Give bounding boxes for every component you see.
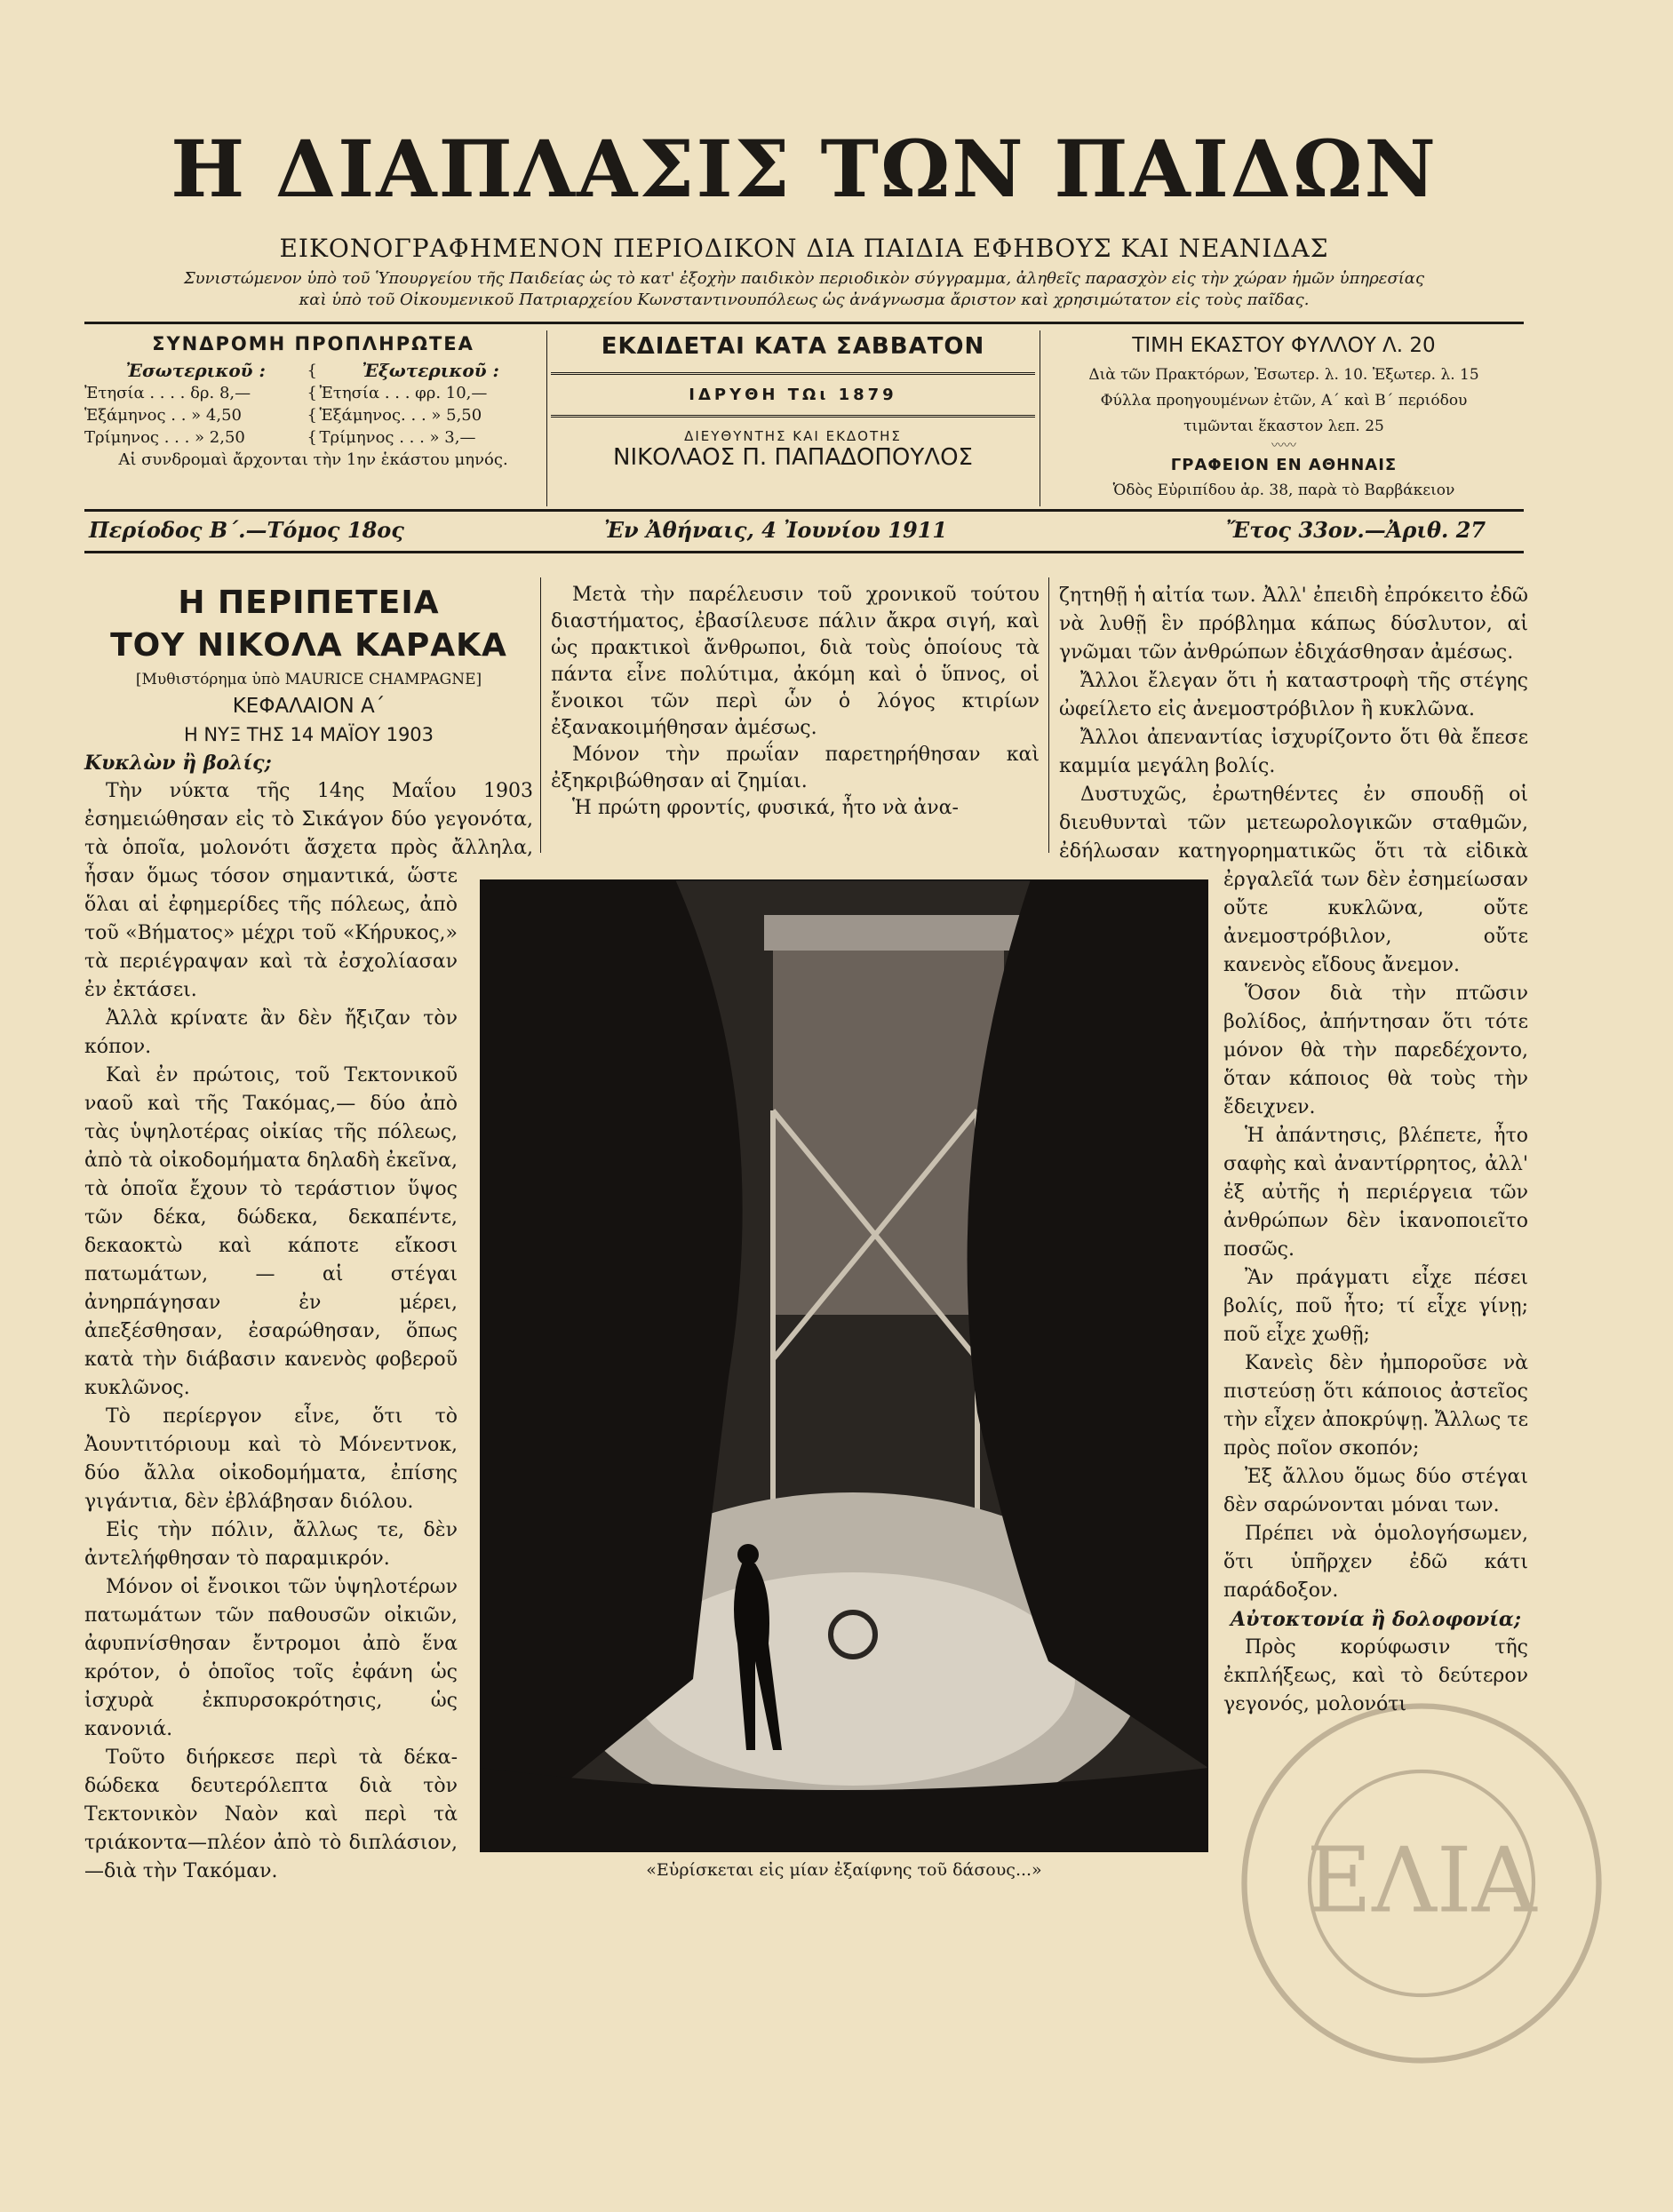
price-heading: ΤΙΜΗ ΕΚΑΣΤΟΥ ΦΥΛΛΟΥ Λ. 20 [1132,334,1436,357]
paragraph: ζητηθῇ ἡ αἰτία των. Ἀλλ' ἐπειδὴ ἐπρόκειτο ἐδῶ νὰ λυθῇ ἓν πρόβλημα κάπως δύσλυτον, αἱ γνῶμαι τῶν ἀνθρώπων ἐδιχάσθησαν ἀμέσως. [1059,585,1528,664]
paragraph: Εἰς τὴν πόλιν, ἄλλως τε, δὲν ἀντελήφθησαν τὸ παραμικρόν. [84,1519,458,1570]
paragraph: Ἄλλοι ἀπεναντίας ἰσχυρίζοντο ὅτι θὰ ἔπεσε καμμία μεγάλη βολίς. [1059,727,1528,777]
recommendation-line: καὶ ὑπὸ τοῦ Οἰκουμενικοῦ Πατριαρχείου Κωνσταντινουπόλεως ὡς ἀνάγνωσμα ἄριστον καὶ χρησιμώτατον εἰς τοὺς παῖδας. [299,290,1310,309]
director-label: ΔΙΕΥΘΥΝΤΗΣ ΚΑΙ ΕΚΔΟΤΗΣ [684,428,902,444]
subscription-note: Αἱ συνδρομαὶ ἄρχονται τὴν 1ην ἑκάστου μηνός. [118,450,508,469]
paragraph: Μόνον τὴν πρωΐαν παρετηρήθησαν καὶ ἐξηκριβώθησαν αἱ ζημίαι. [551,744,1040,792]
divider [84,322,1524,324]
office-address: Ὁδὸς Εὐριπίδου ἀρ. 38, παρὰ τὸ Βαρβάκειον [1112,481,1455,499]
issued-label: ΕΚΔΙΔΕΤΑΙ ΚΑΤΑ ΣΑΒΒΑΤΟΝ [551,333,1035,375]
section-heading: Κυκλὼν ἢ βολίς; [84,752,272,775]
paragraph: Ὅσον διὰ τὴν πτῶσιν βολίδος, ἀπήντησαν ὅτι τότε μόνον θὰ τὴν παρεδέχοντο, ὅταν κάποιος θὰ τοὺς τὴν ἔδειχνεν. [1223,983,1528,1118]
dateline-issue: Ἔτος 33ον.—Ἀριθ. 27 [1226,517,1486,543]
publisher-box [551,333,1035,506]
price-cell: Ἑξάμηνος. . . » 5,50 [319,406,482,425]
masthead-subtitle: ΕΙΚΟΝΟΓΡΑΦΗΜΕΝΟΝ ΠΕΡΙΟΔΙΚΟΝ ΔΙΑ ΠΑΙΔΙΑ ΕΦΗΒΟΥΣ ΚΑΙ ΝΕΑΝΙΔΑΣ [279,234,1329,263]
paragraph: Κανεὶς δὲν ἠμποροῦσε νὰ πιστεύσῃ ὅτι κάποιος ἀστεῖος τὴν εἶχεν ἀποκρύψῃ. Ἄλλως τε πρὸς ποῖον σκοπόν; [1223,1352,1528,1460]
paragraph: Πρέπει νὰ ὁμολογήσωμεν, ὅτι ὑπῆρχεν ἐδῶ κάτι παράδοξον. [1223,1523,1528,1602]
column-rule [540,577,541,853]
director-name: ΝΙΚΟΛΑΟΣ Π. ΠΑΠΑΔΟΠΟΥΛΟΣ [613,444,973,471]
divider [84,509,1524,512]
paragraph: Τὸ περίεργον εἶνε, ὅτι τὸ Ἀουντιτόριουμ καὶ τὸ Μόνεντνοκ, δύο ἄλλα οἰκοδομήματα, ἐπίσης γιγάντια, δὲν ἐβλάβησαν διόλου. [84,1405,458,1513]
masthead [84,93,1524,244]
ornament: 〰〰 [1271,439,1296,453]
chapter: ΚΕΦΑΛΑΙΟΝ Α΄ [232,695,386,718]
back-issues: τιμῶνται ἕκαστον λεπ. 25 [1183,418,1384,435]
chapter-title: Η ΝΥΞ ΤΗΣ 14 ΜΑΪΟΥ 1903 [183,724,434,745]
price-cell: Ἑξάμηνος . . » 4,50 [84,406,242,425]
office-heading: ΓΡΑΦΕΙΟΝ ΕΝ ΑΘΗΝΑΙΣ [1170,456,1398,474]
agents-price: Διὰ τῶν Πρακτόρων, Ἐσωτερ. λ. 10. Ἐξωτερ. λ. 15 [1088,366,1479,384]
foreign-label: Ἐξωτερικοῦ : [362,360,499,381]
paragraph: Ἀλλὰ κρίνατε ἂν δὲν ἤξιζαν τὸν κόπον. [84,1007,458,1058]
dateline-volume: Περίοδος Β΄.—Τόμος 18ος [89,517,404,543]
price-cell: Τρίμηνος . . . » 2,50 [84,428,245,447]
article-title: Η ΠΕΡΙΠΕΤΕΙΑ [178,585,440,621]
paragraph: Ἐξ ἄλλου ὅμως δύο στέγαι δὲν σαρώνονται μόναι των. [1223,1466,1528,1516]
subscription-heading: ΣΥΝΔΡΟΜΗ ΠΡΟΠΛΗΡΩΤΕΑ [152,333,474,354]
paragraph: Ἡ ἀπάντησις, βλέπετε, ἦτο σαφὴς καὶ ἀναντίρρητος, ἀλλ' ἐξ αὐτῆς ἡ περιέργεια τῶν ἀνθρώπων δὲν ἱκανοποιεῖτο ποσῶς. [1223,1125,1528,1261]
recommendation-line: Συνιστώμενον ὑπὸ τοῦ Ὑπουργείου τῆς Παιδείας ὡς τὸ κατ' ἐξοχὴν παιδικὸν περιοδικὸν σύγγραμμα, ἀληθεῖς παρασχὸν εἰς τὴν χώραν ἡμῶν ὑπηρεσίας [183,269,1425,288]
price-cell: Ἐτησία . . . . δρ. 8,— [84,384,251,402]
paragraph: Ἂν πράγματι εἶχε πέσει βολίς, ποῦ ἦτο; τί εἶχε γίνῃ; ποῦ εἶχε χωθῇ; [1223,1267,1528,1346]
paragraph: Πρὸς κορύφωσιν τῆς ἐκπλήξεως, καὶ τὸ δεύτερον γεγονός, μολονότι [1223,1636,1528,1715]
paragraph: Καὶ ἐν πρώτοις, τοῦ Τεκτονικοῦ ναοῦ καὶ τῆς Τακόμας,— δύο ἀπὸ τὰς ὑψηλοτέρας οἰκίας τῆς πόλεως, ἀπὸ τὰ οἰκοδομήματα δηλαδὴ ἐκεῖνα, τὰ ὁποῖα ἔχουν τὸ τεράστιον ὕψος τῶν δέκα, δώδεκα, δεκαπέντε, δεκαοκτὼ καὶ κάποτε εἴκοσι πατωμάτων, — αἱ στέγαι ἀνηρπάγησαν ἐν μέρει, ἀπεξέσθησαν, ἐσαρώθησαν, ὅπως κατὰ τὴν διάβασιν κανενὸς φοβεροῦ κυκλῶνος. [84,1064,458,1399]
svg-text:ΕΛΙΑ: ΕΛΙΑ [1306,1827,1537,1933]
section-heading: Αὐτοκτονία ἢ δολοφονία; [1231,1608,1521,1631]
paragraph: Τοῦτο διήρκεσε περὶ τὰ δέκα-δώδεκα δευτερόλεπτα διὰ τὸν Τεκτονικὸν Ναὸν καὶ περὶ τὰ τριάκοντα—πλέον ἀπὸ τὸ διπλάσιον,—διὰ τὴν Τακόμαν. [84,1747,458,1882]
subscription-box [84,333,542,506]
masthead-title: Η ΔΙΑΠΛΑΣΙΣ ΤΩΝ ΠΑΙΔΩΝ [171,123,1438,215]
paragraph: Μόνον οἱ ἔνοικοι τῶν ὑψηλοτέρων πατωμάτων τῶν παθουσῶν οἰκιῶν, ἀφυπνίσθησαν ἔντρομοι ἀπὸ ἕνα κρότον, ὁ ὁποῖος τοῖς ἐφάνη ὡς ἰσχυρὰ ἐκπυρσοκρότησις, ὡς κανονιά. [84,1576,458,1740]
recommendation [84,268,1524,311]
paragraph: Ἄλλοι ἔλεγαν ὅτι ἡ καταστροφὴ τῆς στέγης ὠφείλετο εἰς ἀνεμοστρόβιλον ἢ κυκλῶνα. [1059,670,1528,720]
subscription-table: Ἐσωτερικοῦ : { Ἐξωτερικοῦ : Ἐτησία . . . . δρ. 8,— { Ἐτησία . . . φρ. 10,— Ἑξάμηνος . . » 4,50 { Ἑξάμηνος. . . » 5,50 Τρίμηνος . . . » 2,50 { Τρίμηνος . . . » 3,— [84,360,542,449]
column-rule [1048,577,1049,853]
divider [84,551,1524,553]
paragraph: Μετὰ τὴν παρέλευσιν τοῦ χρονικοῦ τούτου διαστήματος, ἐβασίλευσε πάλιν ἄκρα σιγή, καὶ ὡς πρακτικοὶ ἄνθρωποι, διὰ τοὺς ὁποίους τὰ πάντα εἶνε πολύτιμα, ἀκόμη καὶ ὁ ὕπνος, οἱ ἔνοικοι τῶν περὶ ὧν ὁ λόγος κτιρίων ἐξανακοιμήθησαν ἀμέσως. [551,584,1040,739]
paragraph: Τὴν νύκτα τῆς 14ης Μαΐου 1903 ἐσημειώθησαν εἰς τὸ Σικάγον δύο γεγονότα, τὰ ὁποῖα, μολονότι ἄσχετα πρὸς ἄλληλα, ἦσαν ὅμως τόσον σημαντικά, ὥστε ὅλαι αἱ ἐφημερίδες τῆς πόλεως, ἀπὸ τοῦ «Βήματος» μέχρι τοῦ «Κήρυκος,» τὰ περιέγραψαν καὶ τὰ ἐσχολίασαν ἐν ἐκτάσει. [84,780,533,1001]
back-issues: Φύλλα προηγουμένων ἐτῶν, Α΄ καὶ Β΄ περιόδου [1100,392,1468,410]
column-2 [551,582,1040,822]
founded-label: ΙΔΡΥΘΗ ΤΩι 1879 [551,375,1035,418]
divider [546,330,547,506]
price-box [1044,333,1524,506]
price-cell: Ἐτησία . . . φρ. 10,— [319,384,488,402]
illustration-caption: «Εὑρίσκεται εἰς μίαν ἐξαίφνης τοῦ δάσους...» [646,1860,1042,1880]
column-3 [1059,582,1528,1928]
paragraph: Δυστυχῶς, ἐρωτηθέντες ἐν σπουδῇ οἱ διευθυνταὶ τῶν μετεωρολογικῶν σταθμῶν, ἐδήλωσαν κατηγορηματικῶς ὅτι τὰ εἰδικὰ ἐργαλεῖά των δὲν ἐσημείωσαν οὔτε κυκλῶνα, οὔτε ἀνεμοστρόβιλον, οὔτε κανενὸς εἴδους ἄνεμον. [1059,784,1528,976]
domestic-label: Ἐσωτερικοῦ : [125,360,266,381]
byline: [Μυθιστόρημα ὑπὸ MAURICE CHAMPAGNE] [135,671,482,688]
paragraph: Ἡ πρώτη φροντίς, φυσικά, ἦτο νὰ ἀνα- [572,797,959,819]
article-title: ΤΟΥ ΝΙΚΟΛΑ ΚΑΡΑΚΑ [110,627,507,664]
price-cell: Τρίμηνος . . . » 3,— [319,428,476,447]
column-1 [84,582,533,2212]
dateline-date: Ἐν Ἀθήναις, 4 Ἰουνίου 1911 [604,517,948,543]
